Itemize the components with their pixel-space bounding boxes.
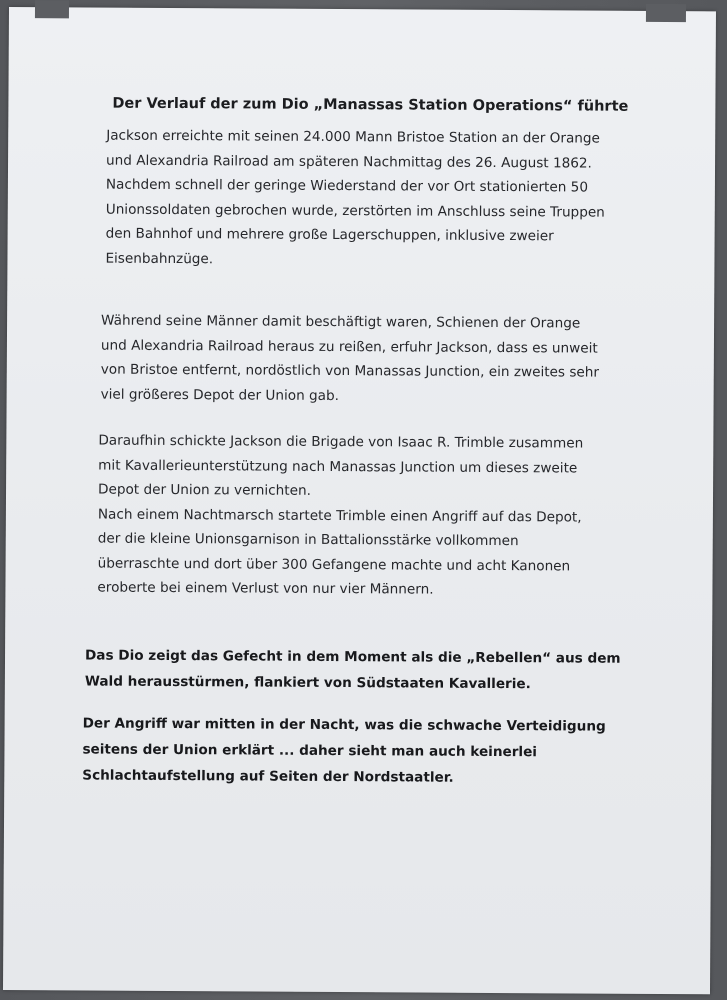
text-line: Wald herausstürmen, flankiert von Südstaaten Kavallerie. [84, 672, 531, 692]
text-line: viel größeres Depot der Union gab. [100, 386, 340, 404]
text-line: eroberte bei einem Verlust von nur vier Männern. [97, 579, 434, 598]
text-line: Nach einem Nachtmarsch startete Trimble einen Angriff auf das Depot, [97, 506, 582, 526]
text-line: Jackson erreichte mit seinen 24.000 Mann Bristoe Station an der Orange [106, 127, 600, 147]
paragraph-trimble-attack [97, 429, 678, 604]
text-line: von Bristoe entfernt, nordöstlich von Manassas Junction, ein zweites sehr [100, 361, 600, 381]
paragraph-second-depot [101, 309, 680, 411]
text-line: Nachdem schnell der geringe Wiederstand der vor Ort stationierten 50 [105, 176, 589, 196]
text-line: den Bahnhof und mehrere große Lagerschuppen, inklusive zweier [105, 225, 554, 245]
mounting-clip-left [35, 0, 69, 18]
paper-sheet [3, 7, 716, 994]
document-body [82, 94, 680, 792]
text-line: Das Dio zeigt das Gefecht in dem Moment als die „Rebellen“ aus dem [84, 646, 621, 667]
paragraph-night-attack [82, 710, 676, 792]
text-line: Der Angriff war mitten in der Nacht, was die schwache Verteidigung [82, 714, 606, 735]
text-line: und Alexandria Railroad am späteren Nachmittag des 26. August 1862. [106, 152, 592, 172]
text-line: Eisenbahnzüge. [105, 250, 214, 267]
text-line: Während seine Männer damit beschäftigt waren, Schienen der Orange [101, 312, 581, 332]
text-line: Schlachtaufstellung auf Seiten der Nordstaatler. [82, 766, 454, 786]
paragraph-bristoe-station [105, 124, 680, 275]
text-line: und Alexandria Railroad heraus zu reißen, erfuhr Jackson, dass es unweit [100, 337, 598, 357]
text-line: der die kleine Unionsgarnison in Battalionsstärke vollkommen [97, 530, 519, 550]
text-line: seitens der Union erklärt ... daher sieht man auch keinerlei [82, 740, 538, 760]
text-line: Daraufhin schickte Jackson die Brigade von Isaac R. Trimble zusammen [98, 432, 584, 452]
text-line: mit Kavallerieunterstützung nach Manassas Junction um dieses zweite [98, 457, 578, 476]
document-title: Der Verlauf der zum Dio „Manassas Station Operations“ führte [112, 95, 629, 115]
mounting-clip-right [646, 4, 686, 22]
paragraph-diorama-description [85, 642, 677, 698]
text-line: Depot der Union zu vernichten. [98, 481, 311, 499]
text-line: überraschte und dort über 300 Gefangene machte und acht Kanonen [97, 555, 571, 574]
text-line: Unionssoldaten gebrochen wurde, zerstörten im Anschluss seine Truppen [105, 201, 605, 221]
